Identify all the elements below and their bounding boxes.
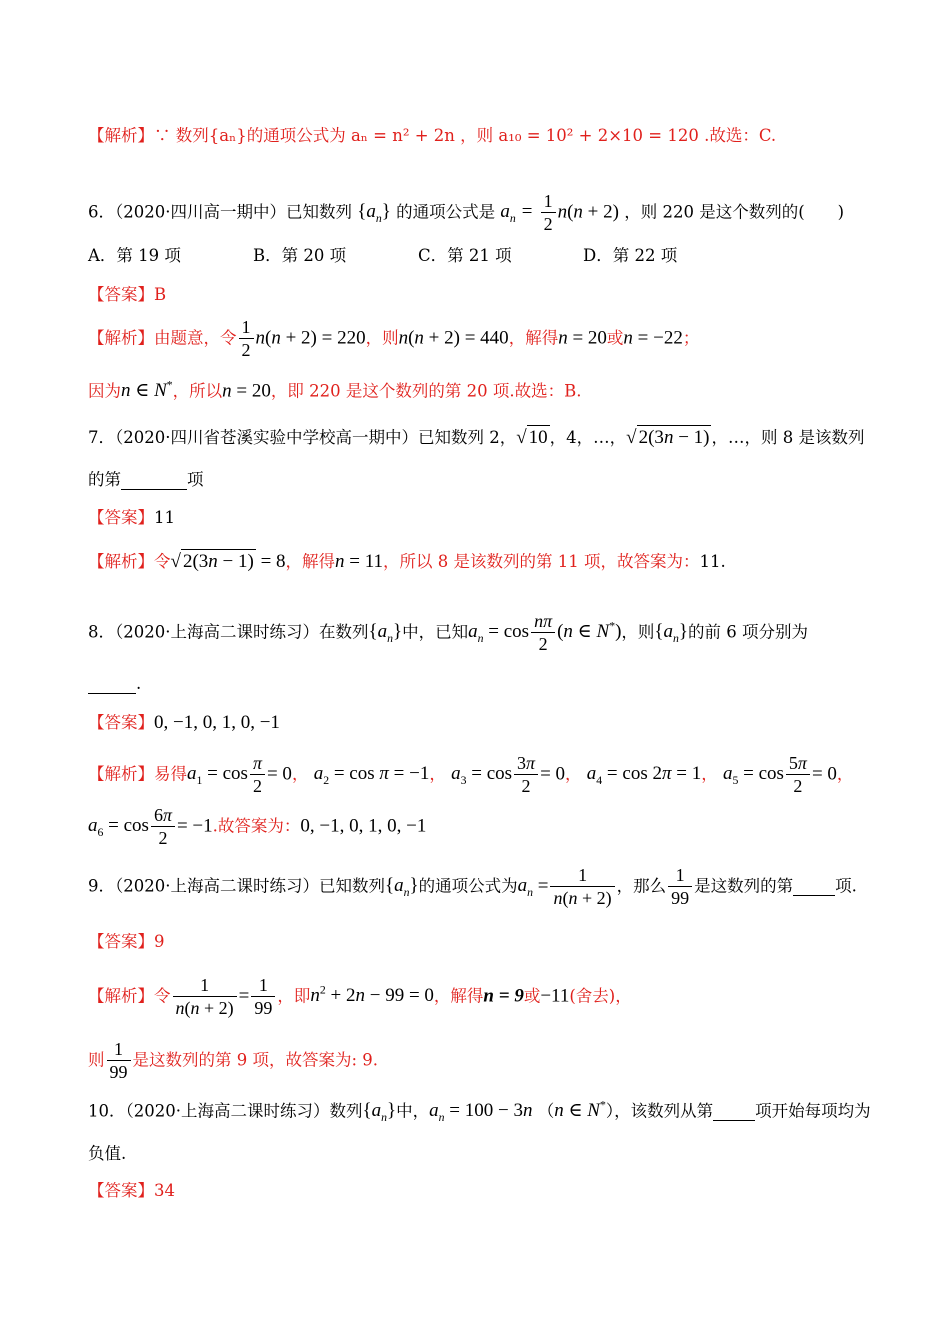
formula-rest: n(n + 2)	[557, 201, 619, 223]
solution-text: ，所以	[172, 381, 223, 401]
equation: n = 20	[558, 327, 607, 349]
solution-text: .故答案为：	[212, 816, 301, 836]
answer-blank[interactable]	[121, 472, 187, 490]
solution-8-line-2	[88, 806, 880, 848]
equals-sign: =	[533, 875, 549, 897]
question-7-mid: ，4，…，	[549, 428, 627, 447]
question-8-blank-line	[88, 676, 880, 694]
solution-text: 则	[88, 1050, 105, 1070]
solution-text: ，即	[277, 986, 311, 1006]
condition: n ∈ N*	[554, 1099, 606, 1122]
equation: = −1	[176, 815, 213, 837]
solution-8-line-1: 【解析】易得$a_1 = \cos$ $\frac{\pi}{2}$ = 0， $a_2 = \cos \pi = -1$， $a_3 = \cos$ $\frac{3\pi}{2}$ = 0， $a_4 = \cos 2\pi = 1$， $a_5 = \cos$ $\frac{5\pi}{2}$ = 0，	[88, 753, 854, 796]
solution-text: 令	[154, 986, 171, 1006]
equation: n = 20	[222, 380, 271, 402]
equation-a1: $a_1 = \cos$	[187, 763, 248, 788]
solution-text: ∵ 数列{aₙ}的通项公式为 aₙ = n² + 2n ，则 a₁₀ = 10² + 2×10 = 120 .故选：C.	[154, 126, 777, 145]
sequence-symbol: $\{a_n\}$	[357, 201, 391, 226]
equation: = 0	[811, 763, 837, 785]
equation: −11	[540, 985, 570, 1007]
equation-a2: $a_2 = \cos \pi = -1$	[313, 763, 430, 788]
answer-8	[88, 713, 880, 732]
question-text: 项	[187, 470, 204, 489]
sequence-symbol: $\{a_n\}$	[654, 621, 689, 646]
equation-a5: $a_5 = \cos$	[722, 763, 784, 788]
formula-an: $a_n = \cos$	[468, 621, 530, 646]
question-text: ），该数列从第	[605, 1101, 714, 1121]
question-10-tail: 项开始每项均为	[755, 1101, 871, 1121]
answer-value: 11	[154, 508, 175, 527]
equation: = 0	[266, 763, 292, 785]
question-6-mid: 的通项公式是	[396, 202, 496, 222]
solution-tag: 【解析】	[88, 328, 154, 348]
answer-6	[88, 287, 880, 304]
solution-text: 因为	[88, 381, 121, 401]
fraction-6pi-2: $\frac{6\pi}{2}$	[151, 806, 175, 848]
formula-an: $a_n$	[517, 875, 534, 900]
option-a[interactable]: A．第 19 项	[88, 246, 181, 265]
solution-tag: 【解析】	[88, 764, 154, 784]
question-6	[88, 192, 880, 234]
question-9-tail: 是这数列的第	[694, 876, 794, 896]
solution-7	[88, 552, 880, 571]
solution-text: (舍去)，	[569, 986, 632, 1006]
equation: √ 2(3n − 1) = 8	[170, 551, 286, 572]
question-8-tail: ，则	[621, 622, 655, 642]
answer-blank[interactable]	[88, 676, 136, 694]
solution-text: ，解得	[433, 986, 484, 1006]
equation: n = 9	[483, 985, 524, 1007]
fraction-5pi-2: $\frac{5\pi}{2}$	[786, 754, 810, 796]
equation: = 0	[540, 763, 566, 785]
question-9	[88, 866, 880, 908]
answer-blank[interactable]	[713, 1103, 755, 1121]
answer-7	[88, 510, 880, 527]
sequence-symbol: $\{a_n\}$	[368, 621, 403, 646]
answer-value: 34	[154, 1181, 175, 1200]
equation-a6: $a_6 = \cos$	[88, 815, 149, 840]
answer-value: B	[154, 285, 167, 304]
equation: $n^2 + 2n - 99 = 0$	[310, 984, 434, 1007]
question-10-mid: 中，	[396, 1101, 430, 1121]
solution-tag: 【解析】	[88, 126, 154, 145]
solution-text: ，即 220 是这个数列的第 20 项.故选：B.	[270, 381, 582, 401]
fraction-half: $\frac{1}{2}$	[239, 318, 254, 360]
solution-text: 由题意，令	[154, 328, 237, 348]
solution-text: ；	[682, 328, 700, 348]
question-8-header: 8．（2020·上海高二课时练习）在数列	[88, 622, 369, 642]
equation: n(n + 2) = 220	[255, 327, 366, 349]
question-7-tail: ，…，则 8 是该数列	[711, 428, 865, 447]
equation-a3: $a_3 = \cos$	[451, 763, 513, 788]
sqrt-expression: √ 2(3n − 1)	[626, 427, 710, 448]
fraction-half: $\frac{1}{2}$	[541, 192, 556, 234]
fraction-1-99: $\frac{1}{99}$	[668, 866, 692, 908]
equation: n(n + 2) = 440	[398, 327, 509, 349]
question-10-header: 10．（2020·上海高二课时练习）数列	[88, 1101, 363, 1121]
condition: (n ∈ N*)	[557, 620, 622, 643]
solution-6-line-1	[88, 318, 880, 360]
question-text: .	[136, 674, 142, 693]
question-text: 负值.	[88, 1144, 127, 1163]
answer-tag: 【答案】	[88, 508, 154, 527]
option-d[interactable]: D．第 22 项	[583, 246, 678, 265]
solution-text: 或	[523, 986, 541, 1006]
solution-text: ，解得	[285, 552, 336, 571]
equation: n = 11	[335, 551, 384, 572]
question-7-line-2	[88, 472, 880, 490]
fraction-formula: $\frac{1}{n(n + 2)}$	[550, 866, 614, 908]
question-text: 的第	[88, 470, 121, 489]
solution-text: 令	[154, 552, 171, 571]
solution-text: ，则	[365, 328, 399, 348]
answer-tag: 【答案】	[88, 713, 154, 732]
formula-an: $a_n$ =	[500, 201, 534, 226]
sequence-symbol: $\{a_n\}$	[384, 875, 419, 900]
fraction-3pi-2: $\frac{3\pi}{2}$	[514, 754, 538, 796]
question-8-tail: 的前 6 项分别为	[688, 622, 809, 642]
fraction-1-99: $\frac{1}{99}$	[251, 976, 275, 1018]
question-9-tail: 项.	[835, 876, 857, 896]
answer-blank[interactable]	[793, 878, 835, 896]
question-text: （	[537, 1101, 555, 1121]
question-10	[88, 1100, 880, 1124]
solution-text: 或	[606, 328, 624, 348]
fraction-formula: $\frac{1}{n(n + 2)}$	[173, 976, 237, 1018]
equation-a4: $a_4 = \cos 2\pi = 1$	[586, 763, 702, 788]
solution-6-line-2	[88, 380, 880, 400]
answer-value: 9	[154, 932, 165, 951]
solution-tag: 【解析】	[88, 986, 154, 1006]
answer-9	[88, 934, 880, 951]
answer-value: 0, −1, 0, 1, 0, −1	[154, 712, 280, 733]
answer-tag: 【答案】	[88, 285, 154, 304]
solution-9-line-2	[88, 1040, 880, 1082]
formula-an: $a_n = 100 - 3n$	[429, 1100, 533, 1125]
question-6-options	[88, 248, 880, 268]
solution-q5	[88, 128, 880, 145]
sqrt-10: √ 10	[516, 427, 548, 448]
question-10-line-2	[88, 1146, 880, 1163]
question-6-header: 6．（2020·四川高一期中）已知数列	[88, 202, 352, 222]
question-7	[88, 428, 880, 447]
solution-tag: 【解析】	[88, 552, 154, 571]
equation: n ∈ N*	[121, 379, 173, 402]
solution-text: 是这数列的第 9 项，故答案为: 9.	[132, 1050, 379, 1070]
fraction-pi-2: $\frac{\pi}{2}$	[250, 754, 265, 796]
sequence-symbol: $\{a_n\}$	[362, 1100, 397, 1125]
equals-sign: =	[238, 985, 250, 1007]
question-8-mid: 中，已知	[402, 622, 469, 642]
solution-text: ，所以 8 是该数列的第 11 项，故答案为：	[383, 552, 700, 571]
solution-text: 易得	[154, 764, 187, 784]
answer-10	[88, 1183, 880, 1200]
answer-tag: 【答案】	[88, 1181, 154, 1200]
fraction-n-pi-2: $\frac{n\pi}{2}$	[531, 612, 555, 654]
answer-tag: 【答案】	[88, 932, 154, 951]
question-9-mid: 的通项公式为	[418, 876, 518, 896]
solution-text: ，解得	[508, 328, 559, 348]
question-9-tail: ，那么	[616, 876, 667, 896]
question-8	[88, 612, 880, 654]
question-9-header: 9．（2020·上海高二课时练习）已知数列	[88, 876, 385, 896]
option-c[interactable]: C．第 21 项	[418, 246, 512, 265]
question-6-tail: ，则 220 是这个数列的( )	[624, 202, 845, 222]
solution-answer: 0, −1, 0, 1, 0, −1	[300, 815, 427, 837]
solution-text: 11.	[699, 552, 726, 571]
solution-9-line-1	[88, 976, 880, 1018]
equation: n = −22	[623, 327, 683, 349]
question-7-header: 7．（2020·四川省苍溪实验中学校高一期中）已知数列 2，	[88, 428, 517, 447]
fraction-1-99: $\frac{1}{99}$	[107, 1040, 131, 1082]
option-b[interactable]: B．第 20 项	[253, 246, 347, 265]
